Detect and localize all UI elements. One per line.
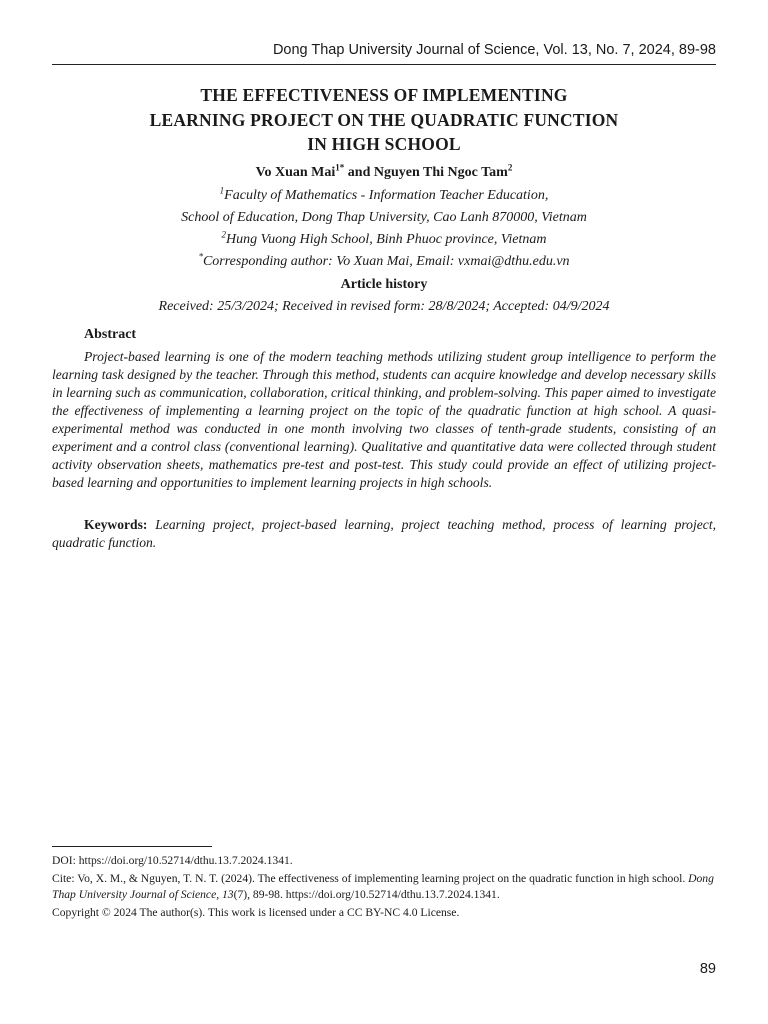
abstract-body: Project-based learning is one of the modern teaching methods utilizing student group intelligence to perform the learning task designed by the teacher. Through this method, students can acquire knowledge and develop necessary skills in learning such as communication, collaboration, critical thinking, and problem-solving. This paper aimed to investigate the effectiveness of implementing a learning project on the topic of the quadratic function at high school. A quasi-experimental method was conducted in one month involving two classes of tenth-grade students, consisting of an experiment and a control class (conventional learning). Qualitative and quantitative data were collected through student activity observation sheets, mathematics pre-test and post-test. This study could provide an effect of utilizing project-based learning and opportunities to implement learning projects in high schools. [52, 349, 716, 490]
affiliation-text: Faculty of Mathematics - Information Teacher Education, [224, 188, 549, 203]
article-title [90, 83, 678, 157]
affiliation-line [60, 185, 708, 207]
citation-line [52, 871, 716, 903]
author-superscript: 1* [335, 162, 345, 173]
affiliation-superscript: 2 [221, 229, 226, 240]
keywords-text: Learning project, project-based learning, project teaching method, process of learning project, quadratic function. [52, 517, 716, 550]
author-list [60, 162, 708, 184]
author-conjunction: and [344, 165, 374, 180]
affiliation-text: School of Education, Dong Thap University, Cao Lanh 870000, Vietnam [181, 210, 587, 225]
affiliation-line [60, 229, 708, 251]
affiliation-text: Hung Vuong High School, Binh Phuoc province, Vietnam [225, 232, 547, 247]
header-rule [52, 64, 716, 65]
doi-line: DOI: https://doi.org/10.52714/dthu.13.7.2024.1341. [52, 854, 293, 867]
article-history-heading: Article history [340, 277, 428, 292]
keywords-label: Keywords: [84, 517, 148, 532]
abstract-heading: Abstract [84, 327, 137, 342]
author-name: Vo Xuan Mai [255, 165, 336, 180]
footnotes [52, 853, 716, 923]
affiliation-line [60, 207, 708, 229]
page-number: 89 [699, 961, 716, 977]
article-history-dates: Received: 25/3/2024; Received in revised form: 28/8/2024; Accepted: 04/9/2024 [158, 299, 610, 314]
corresponding-author-line [60, 251, 708, 273]
author-superscript: 2 [507, 162, 513, 173]
corresponding-author-text: Corresponding author: Vo Xuan Mai, Email: vxmai@dthu.edu.vn [202, 254, 570, 269]
affiliations [60, 185, 708, 273]
title-line-1: THE EFFECTIVENESS OF IMPLEMENTING [200, 85, 568, 105]
copyright-line: Copyright © 2024 The author(s). This work is licensed under a CC BY-NC 4.0 License. [52, 906, 460, 919]
footnote-rule [52, 846, 212, 847]
title-line-2: LEARNING PROJECT ON THE QUADRATIC FUNCTION [149, 109, 619, 130]
citation-journal: Dong Thap University Journal of Science, 13 [52, 872, 714, 901]
affiliation-superscript: * [198, 251, 203, 262]
running-header: Dong Thap University Journal of Science, Vol. 13, No. 7, 2024, 89-98 [272, 42, 716, 58]
author-name: Nguyen Thi Ngoc Tam [373, 165, 508, 180]
keywords-paragraph [52, 516, 716, 552]
title-line-3: IN HIGH SCHOOL [307, 134, 461, 154]
affiliation-superscript: 1 [219, 185, 225, 196]
citation-issue: (7), 89-98. https://doi.org/10.52714/dthu.13.7.2024.1341. [233, 888, 500, 901]
citation-text: Cite: Vo, X. M., & Nguyen, T. N. T. (2024). The effectiveness of implementing learning project on the quadratic function in high school. [52, 872, 689, 885]
